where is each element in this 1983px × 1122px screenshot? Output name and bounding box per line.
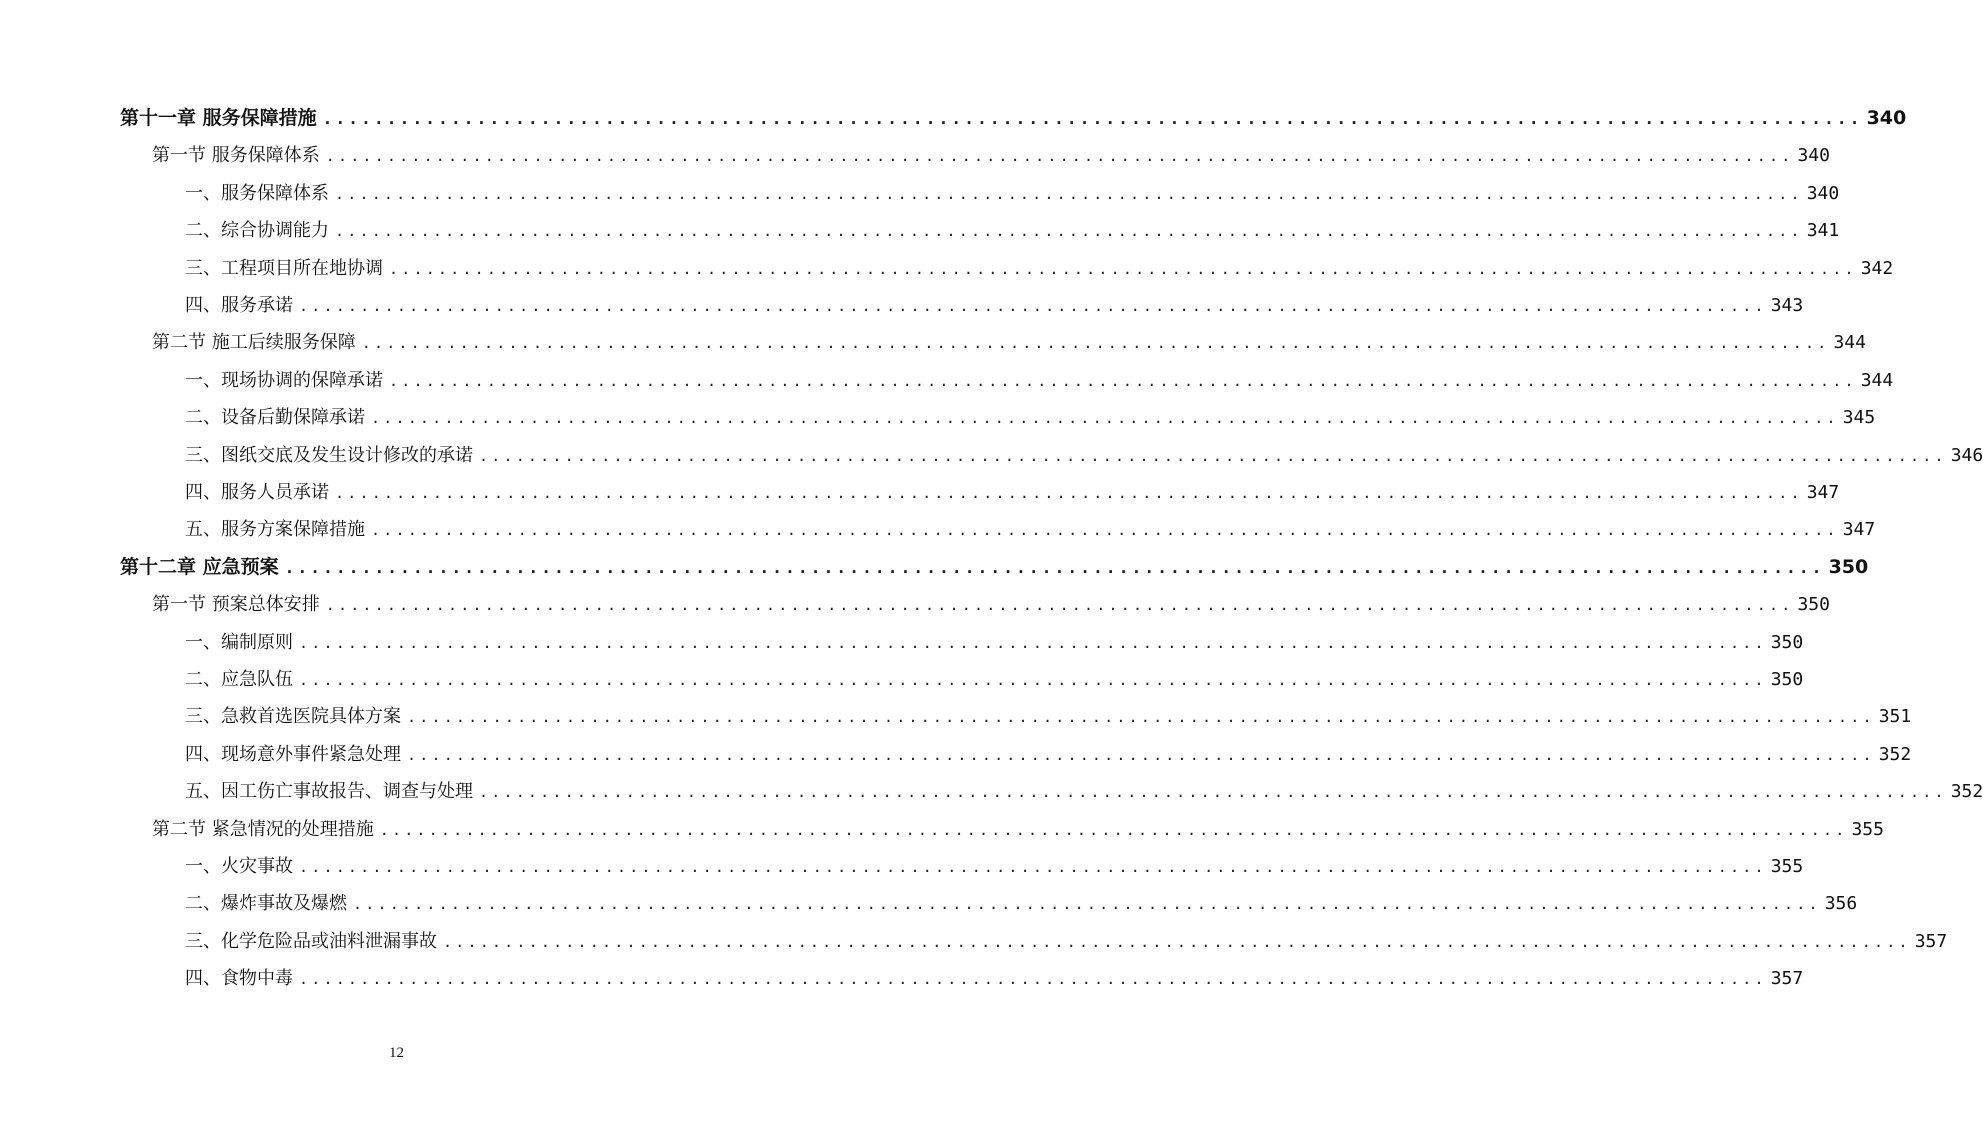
toc-entry-title: 四、食物中毒 [185,968,293,990]
toc-dot-leader: ........................................................................................................................ [335,484,1803,502]
toc-entry-page: 340 [1806,182,1840,204]
toc-entry-title: 一、火灾事故 [185,856,293,877]
toc-entry-title: 五、服务方案保障措施 [185,519,365,541]
toc-entry-title: 四、现场意外事件紧急处理 [185,743,401,765]
toc-dot-leader: ........................................................................................................................ [389,259,1857,278]
toc-entry-page: 340 [1866,107,1907,129]
toc-subsection-entry[interactable] [185,175,1840,212]
toc-entry-title: 三、化学危险品或油料泄漏事故 [185,930,437,952]
toc-entry-page: 344 [1833,332,1866,354]
toc-entry-title: 三、工程项目所在地协调 [185,257,383,279]
toc-entry-page: 355 [1770,856,1804,877]
toc-entry-page: 356 [1824,893,1858,915]
toc-entry-page: 341 [1806,220,1840,242]
toc-dot-leader: ........................................................................................................................ [299,671,1767,689]
toc-entry-page: 357 [1914,930,1948,952]
toc-entry-title: 一、现场协调的保障承诺 [185,369,383,391]
toc-entry-title: 第一节 服务保障体系 [152,145,320,167]
toc-entry-title: 四、服务人员承诺 [185,482,329,503]
toc-entry-page: 357 [1770,968,1804,990]
toc-entry-title: 三、急救首选医院具体方案 [185,706,401,728]
toc-subsection-entry[interactable] [185,250,1894,287]
toc-dot-leader: ........................................................................................................................ [371,521,1839,540]
toc-entry-page: 340 [1797,145,1830,167]
toc-dot-leader: ........................................................................................................................ [407,745,1875,764]
toc-entry-title: 四、服务承诺 [185,295,293,316]
toc-entry-title: 第一节 预案总体安排 [152,594,320,616]
toc-entry-title: 第二节 施工后续服务保障 [152,332,356,354]
toc-dot-leader: ........................................................................................................................ [335,184,1803,203]
toc-chapter-entry[interactable] [120,100,1907,137]
toc-dot-leader: ........................................................................................................................ [284,557,1825,577]
toc-entry-page: 345 [1842,407,1876,429]
toc-subsection-entry[interactable] [185,474,1840,511]
toc-entry-title: 一、编制原则 [185,631,293,653]
toc-subsection-entry[interactable] [185,661,1804,698]
toc-entry-title: 二、综合协调能力 [185,220,329,242]
toc-dot-leader: ........................................................................................................................ [371,409,1839,428]
toc-section-entry[interactable] [152,811,1884,848]
toc-entry-page: 347 [1806,482,1840,503]
toc-entry-page: 352 [1950,781,1983,803]
toc-dot-leader: ........................................................................................................................ [389,371,1857,390]
toc-section-entry[interactable] [152,586,1830,623]
toc-entry-page: 352 [1878,743,1912,765]
toc-dot-leader: ........................................................................................................................ [361,334,1830,353]
toc-entry-title: 第十二章 应急预案 [120,555,279,578]
toc-entry-title: 二、应急队伍 [185,669,293,690]
toc-subsection-entry[interactable] [185,960,1804,997]
toc-entry-title: 一、服务保障体系 [185,182,329,204]
toc-entry-page: 347 [1842,519,1876,541]
toc-subsection-entry[interactable] [185,773,1983,810]
toc-dot-leader: ........................................................................................................................ [325,596,1794,615]
toc-entry-page: 355 [1851,818,1884,840]
toc-entry-page: 343 [1770,295,1804,316]
toc-entry-title: 三、图纸交底及发生设计修改的承诺 [185,444,473,466]
toc-subsection-entry[interactable] [185,212,1840,249]
toc-entry-title: 二、爆炸事故及爆燃 [185,893,347,915]
toc-subsection-entry[interactable] [185,923,1948,960]
toc-dot-leader: ........................................................................................................................ [479,783,1947,802]
toc-subsection-entry[interactable] [185,399,1876,436]
toc-entry-page: 344 [1860,369,1894,391]
toc-entry-page: 350 [1770,631,1804,653]
toc-subsection-entry[interactable] [185,848,1804,885]
toc-section-entry[interactable] [152,137,1830,174]
toc-dot-leader: ........................................................................................................................ [479,446,1947,465]
page-number: 12 [389,1045,404,1061]
toc-subsection-entry[interactable] [185,511,1876,548]
toc-dot-leader: ........................................................................................................................ [407,708,1875,727]
toc-dot-leader: ........................................................................................................................ [443,932,1911,951]
toc-subsection-entry[interactable] [185,362,1894,399]
toc-dot-leader: ........................................................................................................................ [299,970,1767,989]
toc-entry-page: 350 [1770,669,1804,690]
toc-subsection-entry[interactable] [185,624,1804,661]
toc-entry-title: 二、设备后勤保障承诺 [185,407,365,429]
toc-dot-leader: ........................................................................................................................ [322,109,1863,128]
toc-entry-page: 350 [1797,594,1830,616]
toc-entry-title: 第十一章 服务保障措施 [120,107,317,129]
toc-entry-page: 351 [1878,706,1912,728]
toc-subsection-entry[interactable] [185,698,1912,735]
toc-entry-title: 五、因工伤亡事故报告、调查与处理 [185,781,473,803]
toc-entry-page: 342 [1860,257,1894,279]
toc-subsection-entry[interactable] [185,885,1858,922]
toc-dot-leader: ........................................................................................................................ [335,222,1803,241]
toc-subsection-entry[interactable] [185,736,1912,773]
toc-entry-page: 350 [1828,555,1869,578]
toc-entry-page: 346 [1950,444,1983,466]
toc-chapter-entry[interactable] [120,549,1869,586]
toc-dot-leader: ........................................................................................................................ [379,820,1848,839]
toc-dot-leader: ........................................................................................................................ [299,297,1767,315]
toc-section-entry[interactable] [152,324,1866,361]
toc-dot-leader: ........................................................................................................................ [299,633,1767,652]
toc-dot-leader: ........................................................................................................................ [325,147,1794,166]
toc-dot-leader: ........................................................................................................................ [299,858,1767,876]
toc-subsection-entry[interactable] [185,437,1983,474]
toc-entry-title: 第二节 紧急情况的处理措施 [152,818,374,840]
toc-subsection-entry[interactable] [185,287,1804,324]
toc-dot-leader: ........................................................................................................................ [353,895,1821,914]
